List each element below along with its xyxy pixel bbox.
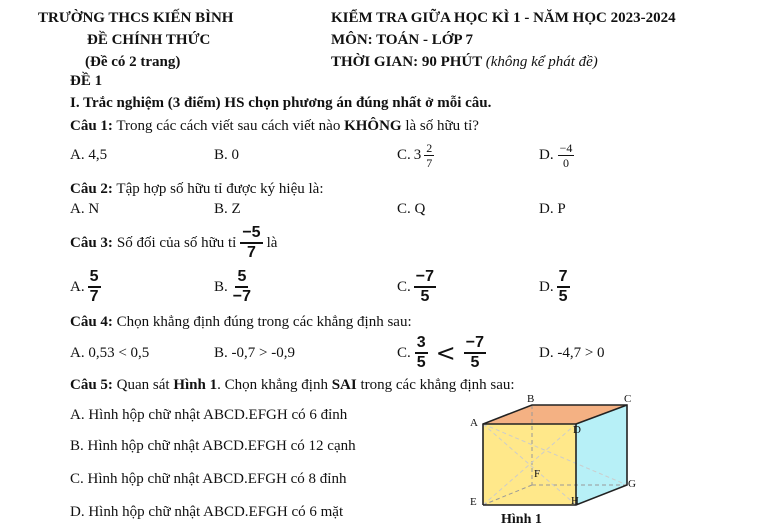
q1-option-c-prefix: C. (397, 147, 411, 163)
q4-c-right-numerator: −7 (464, 335, 486, 354)
exam-time-note: (không kể phát đề) (485, 54, 598, 70)
vertex-label-a: A (470, 417, 478, 429)
q2-option-c[interactable]: C. Q (397, 201, 426, 217)
page-count: (Đề có 2 trang) (85, 54, 181, 70)
q1-option-d-prefix: D. (539, 147, 554, 163)
question-5-label: Câu 5: (70, 377, 113, 393)
question-5-emphasis: SAI (331, 377, 357, 393)
q4-option-a[interactable]: A. 0,53 < 0,5 (70, 345, 150, 361)
q3-b-numerator: 5 (235, 269, 248, 288)
q1-d-numerator: −4 (559, 140, 573, 155)
question-2-text: Tập hợp số hữu tỉ được ký hiệu là: (112, 181, 324, 197)
q3-d-numerator: 7 (557, 269, 570, 288)
question-5-text-c: trong các khẳng định sau: (356, 377, 515, 393)
q3-a-denominator: 7 (89, 288, 99, 305)
q2-option-b[interactable]: B. Z (214, 201, 241, 217)
q3-option-d-prefix: D. (539, 279, 554, 295)
school-name: TRƯỜNG THCS KIẾN BÌNH (38, 10, 234, 26)
figure-caption: Hình 1 (501, 512, 542, 527)
vertex-label-h: H (571, 495, 579, 507)
q1-option-b[interactable]: B. 0 (214, 147, 240, 163)
exam-code: ĐỀ 1 (70, 73, 103, 89)
section-title: I. Trắc nghiệm (3 điểm) HS chọn phương án đúng nhất ở mỗi câu. (70, 95, 492, 111)
vertex-label-g: G (628, 478, 636, 490)
q4-option-c-prefix: C. (397, 345, 411, 361)
q1-option-c-whole: 3 (413, 147, 422, 163)
vertex-label-b: B (527, 393, 535, 405)
vertex-label-e: E (470, 496, 477, 508)
exam-time-main: THỜI GIAN: 90 PHÚT (331, 54, 482, 70)
q2-option-d[interactable]: D. P (539, 201, 566, 217)
q4-option-d[interactable]: D. -4,7 > 0 (539, 345, 605, 361)
q5-option-b[interactable]: B. Hình hộp chữ nhật ABCD.EFGH có 12 cạnh (70, 438, 356, 454)
subject: MÔN: TOÁN - LỚP 7 (331, 32, 473, 48)
question-1-text-b: là số hữu tỉ? (401, 118, 479, 134)
q4-option-b[interactable]: B. -0,7 > -0,9 (214, 345, 295, 361)
q3-c-denominator: 5 (420, 288, 430, 305)
vertex-label-d: D (573, 424, 581, 436)
q3-numerator: −5 (240, 225, 262, 244)
question-4-text: Chọn khẳng định đúng trong các khẳng định sau: (112, 314, 412, 330)
q4-c-operator: < (435, 339, 456, 367)
question-2-label: Câu 2: (70, 181, 113, 197)
q2-option-a[interactable]: A. N (70, 201, 100, 217)
q3-option-a-prefix: A. (70, 279, 85, 295)
q5-option-a[interactable]: A. Hình hộp chữ nhật ABCD.EFGH có 6 đỉnh (70, 407, 348, 423)
box-front-face (483, 424, 576, 505)
question-1-text-a: Trong các cách viết sau cách viết nào (112, 118, 345, 134)
q3-option-c-prefix: C. (397, 279, 411, 295)
q5-option-c[interactable]: C. Hình hộp chữ nhật ABCD.EFGH có 8 đỉnh (70, 471, 347, 487)
question-1-emphasis: KHÔNG (344, 118, 402, 134)
question-1-label: Câu 1: (70, 118, 113, 134)
q4-c-left-denominator: 5 (416, 354, 426, 371)
exam-title: KIỂM TRA GIỮA HỌC KÌ 1 - NĂM HỌC 2023-2024 (331, 10, 676, 26)
q3-b-denominator: −7 (232, 288, 252, 305)
question-3-label: Câu 3: (70, 235, 113, 251)
question-5-text-a: Quan sát (112, 377, 174, 393)
q4-c-left-numerator: 3 (415, 335, 428, 354)
vertex-label-f: F (534, 468, 541, 480)
question-5-figure-ref: Hình 1 (173, 377, 218, 393)
q1-option-a[interactable]: A. 4,5 (70, 147, 108, 163)
q1-d-denominator: 0 (562, 155, 569, 170)
q1-c-numerator: 2 (426, 140, 433, 155)
question-5-text-b: . Chọn khẳng định (217, 377, 332, 393)
q5-option-d[interactable]: D. Hình hộp chữ nhật ABCD.EFGH có 6 mặt (70, 504, 344, 520)
official-label: ĐỀ CHÍNH THỨC (87, 32, 211, 48)
q3-d-denominator: 5 (558, 288, 568, 305)
question-4-label: Câu 4: (70, 314, 113, 330)
q3-c-numerator: −7 (414, 269, 436, 288)
q1-c-denominator: 7 (426, 155, 433, 170)
vertex-label-c: C (624, 393, 632, 405)
question-3-text-end: là (266, 235, 278, 251)
q3-a-numerator: 5 (88, 269, 101, 288)
question-3-text: Số đối của số hữu tỉ (116, 235, 237, 251)
q3-option-b-prefix: B. (214, 279, 228, 295)
q3-denominator: 7 (246, 244, 256, 261)
q4-c-right-denominator: 5 (470, 354, 480, 371)
